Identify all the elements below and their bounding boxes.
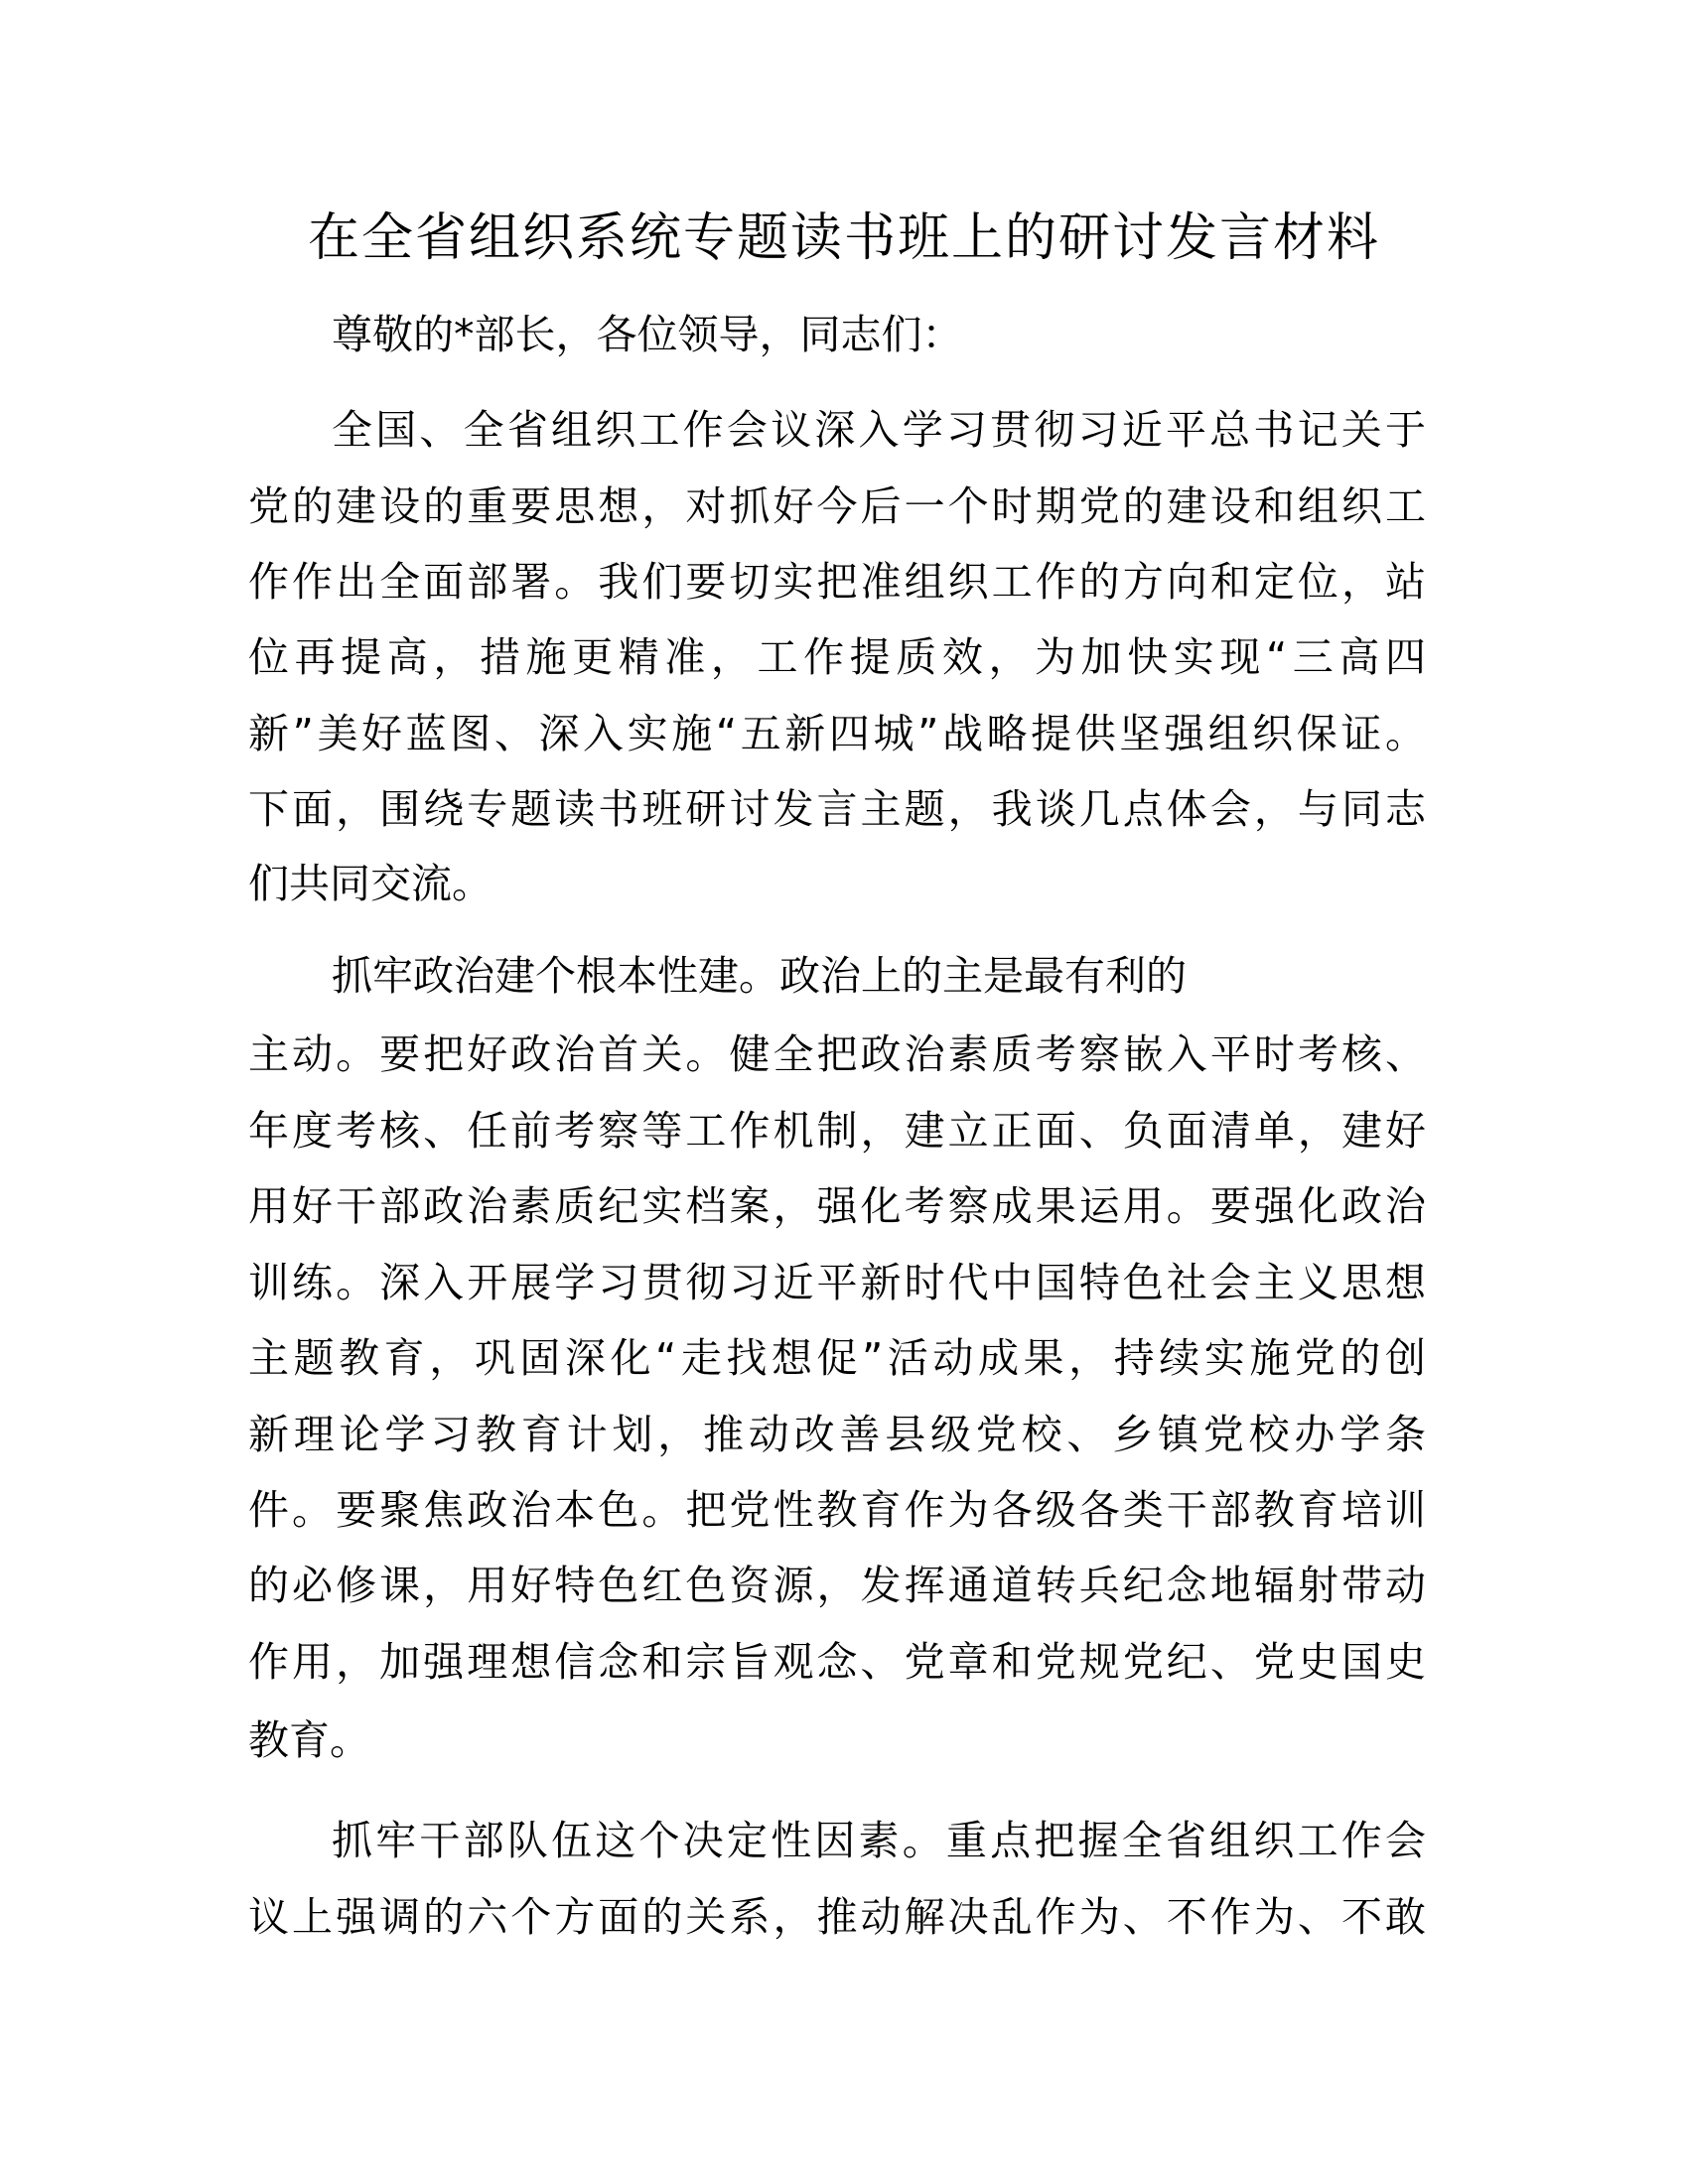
paragraph-line: 党的建设的重要思想，对抓好今后一个时期党的建设和组织工	[248, 482, 1426, 530]
paragraph-line: 主动。要把好政治首关。健全把政治素质考察嵌入平时考核、	[248, 1030, 1426, 1078]
paragraph-line: 作作出全面部署。我们要切实把准组织工作的方向和定位，站	[248, 558, 1426, 606]
paragraph-line: 件。要聚焦政治本色。把党性教育作为各级各类干部教育培训	[248, 1486, 1426, 1534]
paragraph-line: 抓牢政治建个根本性建。政治上的主是最有利的	[332, 952, 1187, 1000]
paragraph-line: 新理论学习教育计划，推动改善县级党校、乡镇党校办学条	[248, 1411, 1426, 1458]
salutation: 尊敬的*部长，各位领导，同志们：	[332, 311, 963, 358]
paragraph-line: 议上强调的六个方面的关系，推动解决乱作为、不作为、不敢	[248, 1893, 1426, 1941]
paragraph-line: 主题教育，巩固深化“走找想促”活动成果，持续实施党的创	[248, 1334, 1426, 1382]
paragraph-line: 的必修课，用好特色红色资源，发挥通道转兵纪念地辐射带动	[248, 1562, 1426, 1609]
paragraph-line: 年度考核、任前考察等工作机制，建立正面、负面清单，建好	[248, 1107, 1426, 1155]
paragraph-line: 下面，围绕专题读书班研讨发言主题，我谈几点体会，与同志	[248, 785, 1426, 833]
paragraph-line: 用好干部政治素质纪实档案，强化考察成果运用。要强化政治	[248, 1182, 1426, 1230]
paragraph-line: 们共同交流。	[248, 860, 492, 907]
document-title: 在全省组织系统专题读书班上的研讨发言材料	[307, 208, 1380, 268]
paragraph-line: 训练。深入开展学习贯彻习近平新时代中国特色社会主义思想	[248, 1259, 1426, 1306]
paragraph-line: 新”美好蓝图、深入实施“五新四城”战略提供坚强组织保证。	[248, 710, 1426, 757]
paragraph-line: 教育。	[248, 1716, 370, 1764]
paragraph-line: 作用，加强理想信念和宗旨观念、党章和党规党纪、党史国史	[248, 1638, 1426, 1686]
paragraph-line: 抓牢干部队伍这个决定性因素。重点把握全省组织工作会	[332, 1817, 1426, 1864]
paragraph-line: 全国、全省组织工作会议深入学习贯彻习近平总书记关于	[332, 406, 1426, 454]
paragraph-line: 位再提高，措施更精准，工作提质效，为加快实现“三高四	[248, 633, 1426, 681]
